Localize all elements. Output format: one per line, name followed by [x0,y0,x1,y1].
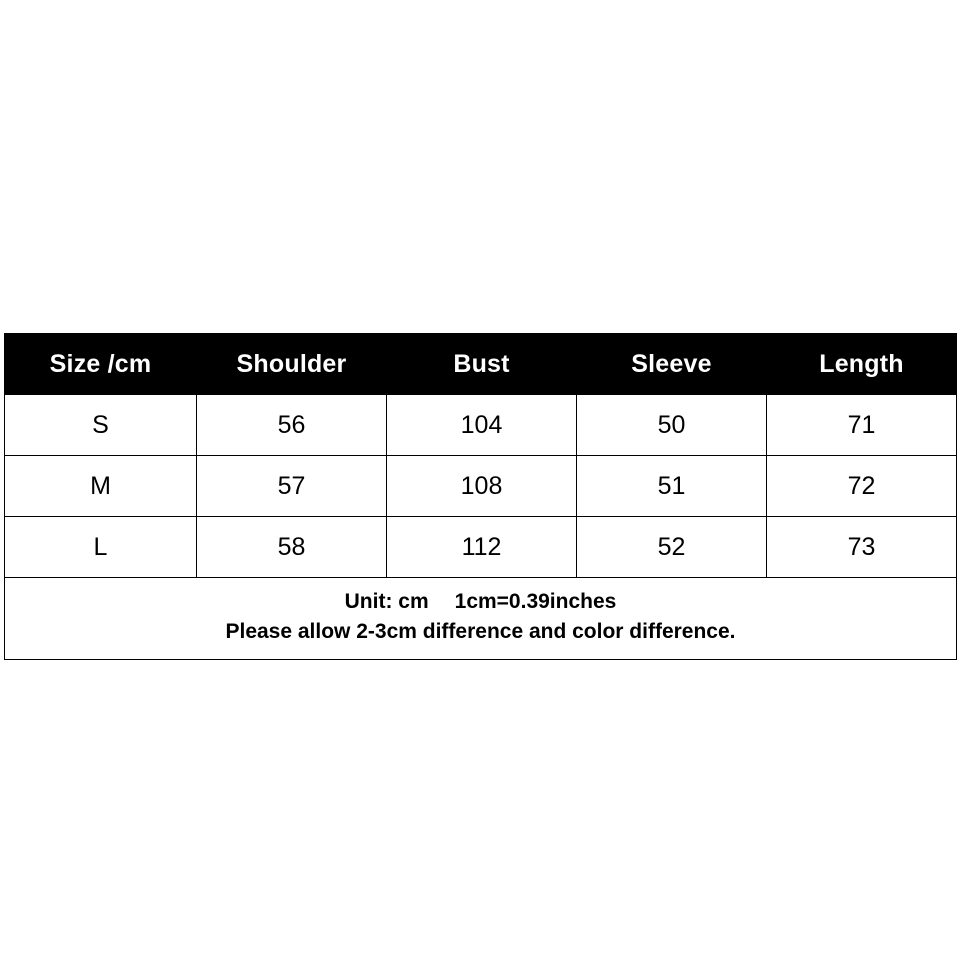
table-row [5,517,957,578]
table-footer [5,578,957,660]
cell-bust: 108 [387,456,577,517]
footer-row [5,578,957,660]
size-chart-container [4,333,956,660]
table-row [5,456,957,517]
size-chart-table [4,333,957,660]
unit-note: Unit: cm [344,590,429,613]
table-row [5,395,957,456]
cell-size: L [5,517,197,578]
cell-sleeve: 51 [577,456,767,517]
cell-shoulder: 56 [197,395,387,456]
footer-notes-cell [5,578,957,660]
cell-shoulder: 57 [197,456,387,517]
column-header-sleeve: Sleeve [577,334,767,395]
table-header [5,334,957,395]
column-header-length: Length [767,334,957,395]
column-header-bust: Bust [387,334,577,395]
conversion-note: 1cm=0.39inches [454,590,617,613]
disclaimer-note: Please allow 2-3cm difference and color difference. [225,620,736,644]
cell-sleeve: 52 [577,517,767,578]
cell-length: 73 [767,517,957,578]
cell-length: 72 [767,456,957,517]
cell-size: M [5,456,197,517]
cell-bust: 112 [387,517,577,578]
cell-length: 71 [767,395,957,456]
unit-note-line [5,587,956,617]
column-header-size: Size /cm [5,334,197,395]
table-header-row [5,334,957,395]
cell-size: S [5,395,197,456]
cell-sleeve: 50 [577,395,767,456]
column-header-shoulder: Shoulder [197,334,387,395]
cell-shoulder: 58 [197,517,387,578]
table-body [5,395,957,578]
cell-bust: 104 [387,395,577,456]
